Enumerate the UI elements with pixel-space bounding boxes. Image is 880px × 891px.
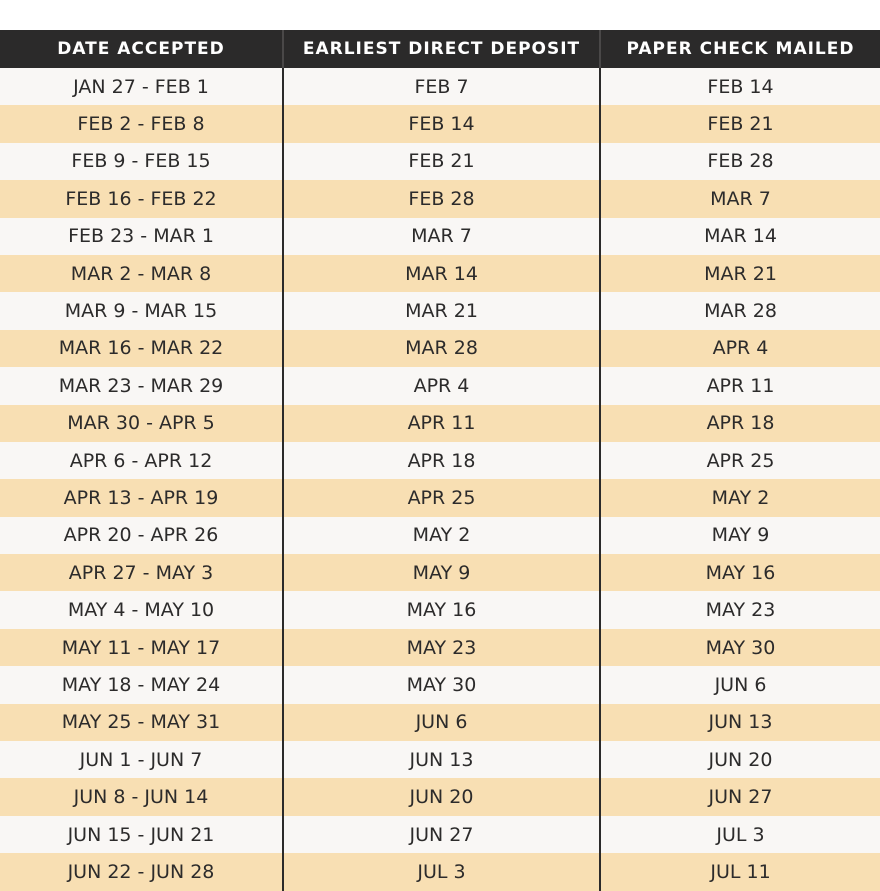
cell-direct-deposit: FEB 28 (283, 180, 600, 217)
cell-direct-deposit: MAY 9 (283, 554, 600, 591)
table-row (0, 180, 880, 217)
cell-paper-check: FEB 14 (600, 68, 880, 105)
cell-direct-deposit: APR 25 (283, 479, 600, 516)
cell-paper-check: MAR 28 (600, 292, 880, 329)
table-row (0, 629, 880, 666)
cell-direct-deposit: FEB 14 (283, 105, 600, 142)
header-date-accepted: DATE ACCEPTED (0, 30, 283, 68)
cell-date-accepted: JAN 27 - FEB 1 (0, 68, 283, 105)
table-row (0, 778, 880, 815)
cell-date-accepted: MAY 18 - MAY 24 (0, 666, 283, 703)
cell-direct-deposit: MAR 14 (283, 255, 600, 292)
cell-paper-check: MAR 14 (600, 218, 880, 255)
cell-paper-check: FEB 21 (600, 105, 880, 142)
cell-date-accepted: JUN 15 - JUN 21 (0, 816, 283, 853)
cell-direct-deposit: MAY 30 (283, 666, 600, 703)
cell-paper-check: MAR 21 (600, 255, 880, 292)
cell-direct-deposit: MAY 23 (283, 629, 600, 666)
cell-date-accepted: MAR 2 - MAR 8 (0, 255, 283, 292)
refund-schedule-table (0, 30, 880, 891)
cell-direct-deposit: JUN 27 (283, 816, 600, 853)
table-row (0, 68, 880, 105)
table-header (0, 30, 880, 68)
table-row (0, 330, 880, 367)
cell-paper-check: JUN 6 (600, 666, 880, 703)
cell-paper-check: APR 18 (600, 405, 880, 442)
cell-paper-check: MAY 23 (600, 591, 880, 628)
table-row (0, 442, 880, 479)
cell-direct-deposit: MAY 2 (283, 517, 600, 554)
table-row (0, 367, 880, 404)
cell-paper-check: JUL 3 (600, 816, 880, 853)
table-row (0, 704, 880, 741)
cell-paper-check: APR 4 (600, 330, 880, 367)
cell-paper-check: MAY 30 (600, 629, 880, 666)
cell-direct-deposit: MAY 16 (283, 591, 600, 628)
header-earliest-direct-deposit: EARLIEST DIRECT DEPOSIT (283, 30, 600, 68)
cell-date-accepted: FEB 9 - FEB 15 (0, 143, 283, 180)
cell-date-accepted: FEB 23 - MAR 1 (0, 218, 283, 255)
table-row (0, 218, 880, 255)
table-row (0, 741, 880, 778)
cell-date-accepted: MAY 4 - MAY 10 (0, 591, 283, 628)
header-paper-check-mailed: PAPER CHECK MAILED (600, 30, 880, 68)
cell-date-accepted: MAY 25 - MAY 31 (0, 704, 283, 741)
cell-date-accepted: APR 6 - APR 12 (0, 442, 283, 479)
cell-date-accepted: FEB 16 - FEB 22 (0, 180, 283, 217)
cell-direct-deposit: APR 11 (283, 405, 600, 442)
cell-paper-check: MAY 9 (600, 517, 880, 554)
table-row (0, 554, 880, 591)
table-row (0, 255, 880, 292)
table-row (0, 143, 880, 180)
cell-date-accepted: APR 20 - APR 26 (0, 517, 283, 554)
table-row (0, 816, 880, 853)
table-row (0, 292, 880, 329)
cell-paper-check: APR 11 (600, 367, 880, 404)
cell-paper-check: FEB 28 (600, 143, 880, 180)
cell-paper-check: MAR 7 (600, 180, 880, 217)
table-row (0, 517, 880, 554)
cell-paper-check: MAY 16 (600, 554, 880, 591)
cell-paper-check: JUN 20 (600, 741, 880, 778)
cell-direct-deposit: JUN 20 (283, 778, 600, 815)
cell-direct-deposit: MAR 21 (283, 292, 600, 329)
table-row (0, 591, 880, 628)
cell-date-accepted: MAR 16 - MAR 22 (0, 330, 283, 367)
cell-direct-deposit: FEB 7 (283, 68, 600, 105)
schedule-table-container (0, 30, 880, 891)
cell-date-accepted: MAR 23 - MAR 29 (0, 367, 283, 404)
cell-date-accepted: MAY 11 - MAY 17 (0, 629, 283, 666)
cell-date-accepted: MAR 9 - MAR 15 (0, 292, 283, 329)
table-row (0, 666, 880, 703)
cell-direct-deposit: FEB 21 (283, 143, 600, 180)
cell-direct-deposit: APR 4 (283, 367, 600, 404)
table-row (0, 479, 880, 516)
cell-direct-deposit: MAR 7 (283, 218, 600, 255)
cell-paper-check: JUN 27 (600, 778, 880, 815)
cell-paper-check: MAY 2 (600, 479, 880, 516)
cell-paper-check: JUN 13 (600, 704, 880, 741)
cell-date-accepted: JUN 22 - JUN 28 (0, 853, 283, 890)
cell-direct-deposit: JUL 3 (283, 853, 600, 890)
cell-paper-check: APR 25 (600, 442, 880, 479)
cell-direct-deposit: MAR 28 (283, 330, 600, 367)
cell-direct-deposit: JUN 6 (283, 704, 600, 741)
cell-date-accepted: FEB 2 - FEB 8 (0, 105, 283, 142)
cell-date-accepted: JUN 8 - JUN 14 (0, 778, 283, 815)
table-row (0, 405, 880, 442)
cell-direct-deposit: APR 18 (283, 442, 600, 479)
cell-date-accepted: APR 27 - MAY 3 (0, 554, 283, 591)
cell-date-accepted: MAR 30 - APR 5 (0, 405, 283, 442)
cell-direct-deposit: JUN 13 (283, 741, 600, 778)
cell-date-accepted: JUN 1 - JUN 7 (0, 741, 283, 778)
table-row (0, 853, 880, 890)
table-row (0, 105, 880, 142)
header-row (0, 30, 880, 68)
table-body (0, 68, 880, 891)
cell-date-accepted: APR 13 - APR 19 (0, 479, 283, 516)
cell-paper-check: JUL 11 (600, 853, 880, 890)
